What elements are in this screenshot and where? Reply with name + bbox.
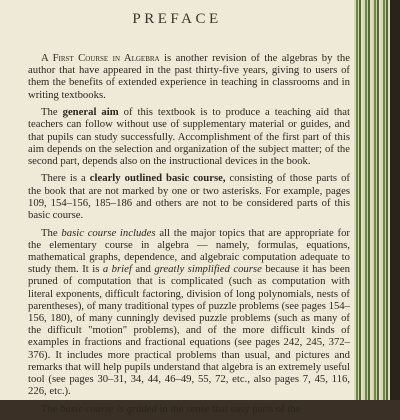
paragraph-1 bbox=[28, 52, 350, 101]
preface-body bbox=[28, 52, 350, 420]
text-run: in the sense that easy parts of the bbox=[156, 402, 301, 415]
text-run: There is a bbox=[41, 172, 90, 185]
paragraph-2 bbox=[28, 106, 350, 167]
paragraph-4 bbox=[28, 227, 350, 398]
text-run: The bbox=[41, 106, 63, 119]
text-run: is another revision of the algebras by the author that have appeared in the past thirty-five years, giving to users of them the benefits of extended experience in teaching in classrooms and in writing textbooks. bbox=[28, 52, 350, 101]
paragraph-3 bbox=[28, 172, 350, 221]
book-title-small-caps: First Course in Algebra bbox=[52, 52, 160, 64]
text-run: and bbox=[131, 263, 155, 276]
italic-phrase: basic course includes bbox=[61, 226, 156, 239]
italic-phrase: greatly simplified course bbox=[154, 263, 262, 276]
italic-phrase: a brief bbox=[102, 263, 132, 276]
italic-phrase: basic course is graded bbox=[60, 402, 157, 415]
text-run: all the major topics that are appropriate for the elementary course in algebra — namely, formulas, equations, mathematical graphs, dependence, and algebraic computation adequate to study them. It is bbox=[28, 226, 350, 276]
book-page-edges bbox=[354, 0, 400, 400]
text-run: The bbox=[41, 402, 61, 415]
text-run: consisting of those parts of the book that are not marked by one or two asterisks. For example, pages 109, 154–156, 185–186 and others are not to be considered parts of this basic course. bbox=[28, 172, 350, 222]
text-run: because it has been pruned of computation that is complicated (such as computation with literal exponents, difficult factoring, division of long polynomials, nests of parentheses), of many traditional types of puzzle problems (see pages 154–156, 180), of many cunningly devised puzzle problems (such as many of the difficult "motion" problems), and of the more difficult kinds of examples in fractions and fractional equations (see pages 242, 245, 372–376). It includes more practical problems than usual, and pictures and remarks that will help pupils understand that algebra is an extremely useful tool (see pages 30–31, 34, 44, 46–49, 55, 72, etc., also pages 7, 45, 116, 226, etc.). bbox=[28, 263, 351, 398]
text-run: of this textbook is to produce a teaching aid that teachers can follow without use of supplementary material or guides, and that pupils can study successfully. Accomplishment of the first part of this aim depends on the selection and organization of the subject matter; of the second part, depends also on the instructional devices in the book. bbox=[28, 106, 350, 167]
bold-phrase: clearly outlined basic course, bbox=[89, 172, 226, 185]
bold-phrase: general aim bbox=[62, 106, 119, 119]
paragraph-5 bbox=[28, 403, 350, 415]
text-run: A bbox=[41, 52, 53, 64]
text-run: The bbox=[41, 226, 62, 239]
page-title: PREFACE bbox=[132, 11, 222, 27]
